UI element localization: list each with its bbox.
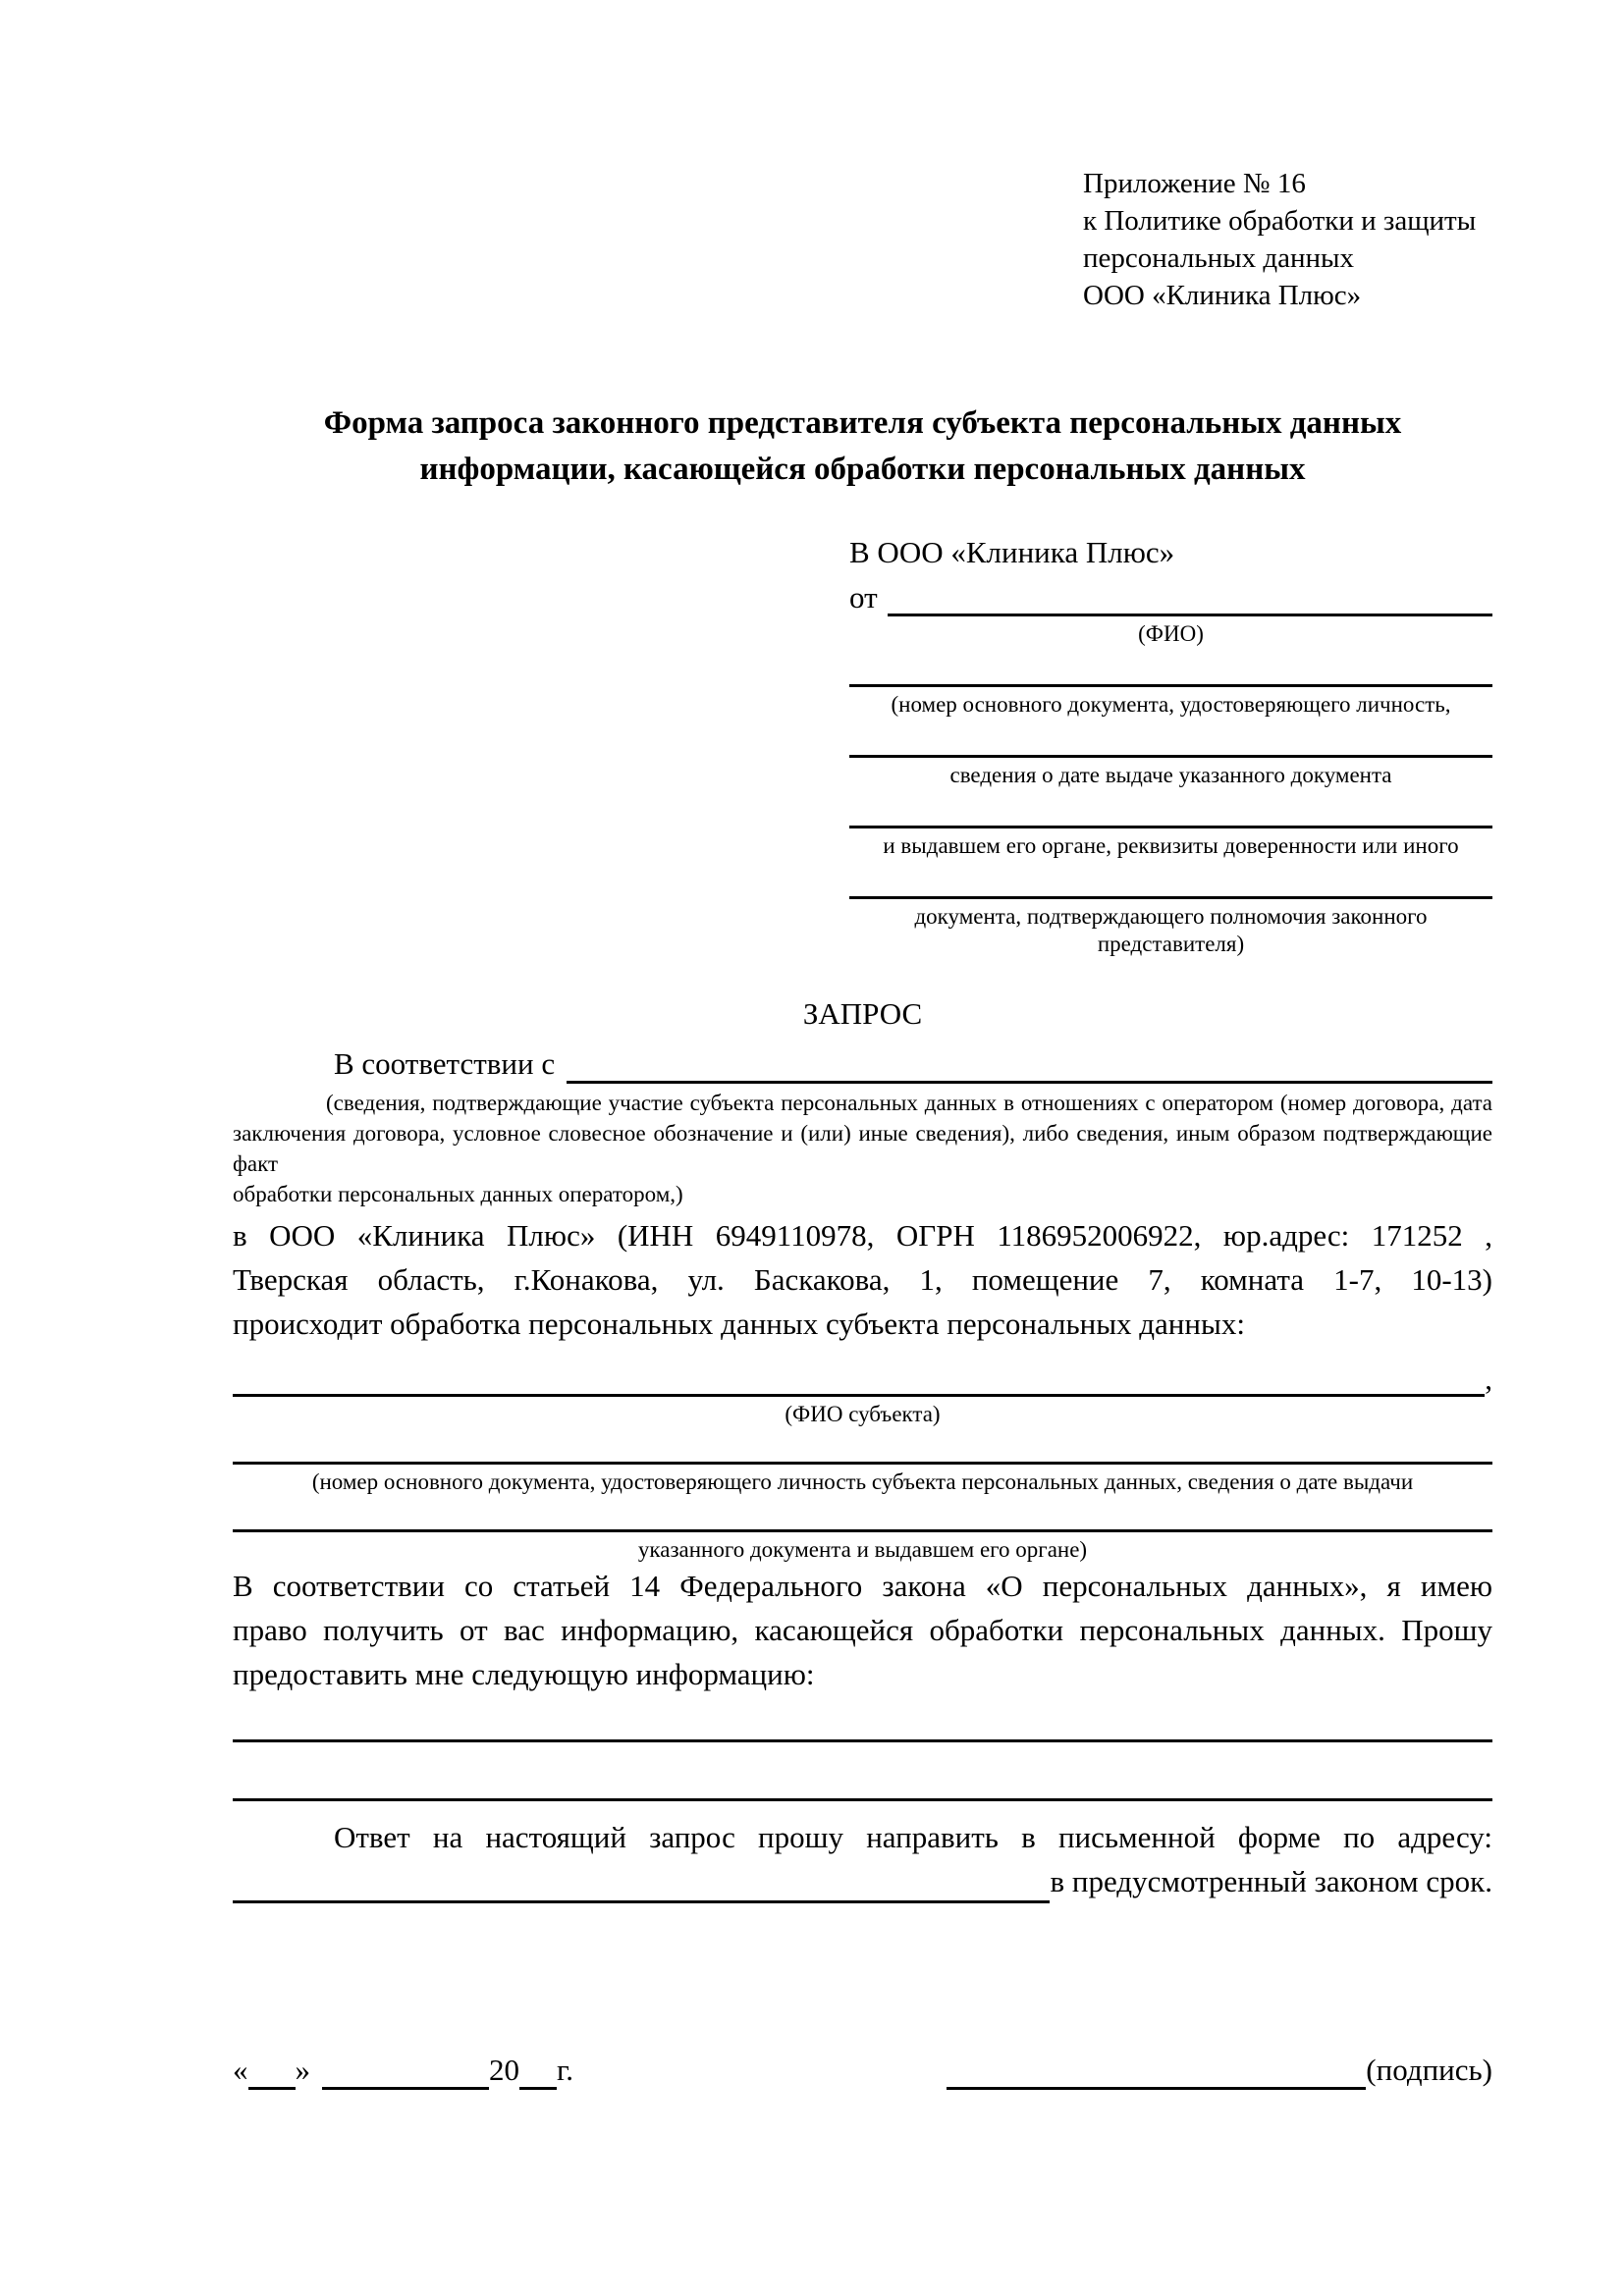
addressee-block xyxy=(849,534,1492,958)
answer-line1: Ответ на настоящий запрос прошу направить в письменной форме по адресу: xyxy=(334,1820,1492,1854)
info-blank-line2 xyxy=(233,1755,1492,1801)
accordance-row xyxy=(233,1044,1492,1084)
accordance-footnote xyxy=(233,1088,1492,1209)
law-line2: право получить от вас информацию, касающейся обработки персональных данных. Прошу xyxy=(233,1613,1492,1647)
operator-line2: Тверская область, г.Конакова, ул. Баскакова, 1, помещение 7, комната 1-7, 10-13) xyxy=(233,1262,1492,1297)
doc-number-blank-line xyxy=(849,648,1492,687)
doc-number-caption: (номер основного документа, удостоверяющего личность, xyxy=(891,692,1451,717)
footnote-line2: заключения договора, условное словесное обозначение и (или) иные сведения), либо сведения, иным образом подтверждающие факт xyxy=(233,1121,1492,1176)
from-label: от xyxy=(849,580,878,614)
signature-blank-line xyxy=(947,2079,1366,2090)
law-paragraph xyxy=(233,1564,1492,1696)
accordance-prefix: В соответствии с xyxy=(334,1046,556,1081)
answer-paragraph xyxy=(233,1815,1492,1903)
date-year-suffix: г. xyxy=(557,2053,573,2087)
subject-fio-blank-line xyxy=(233,1386,1485,1397)
subject-doc-caption2: указанного документа и выдавшем его органе) xyxy=(637,1537,1088,1562)
answer-address-row xyxy=(233,1859,1492,1903)
date-year-blank xyxy=(519,2079,557,2090)
footnote-line3: обработки персональных данных оператором,) xyxy=(233,1182,683,1206)
doc-issuer-blank-line xyxy=(849,789,1492,828)
appendix-policy-line2: персональных данных xyxy=(1083,242,1355,274)
law-line3: предоставить мне следующую информацию: xyxy=(233,1657,815,1691)
doc-authority-caption: документа, подтверждающего полномочия законного представителя) xyxy=(914,904,1428,956)
date-close-quote: » xyxy=(295,2053,310,2087)
info-blank-line1 xyxy=(233,1696,1492,1742)
appendix-number: Приложение № 16 xyxy=(1083,168,1306,199)
operator-line1: в ООО «Клиника Плюс» (ИНН 6949110978, ОГРН 1186952006922, юр.адрес: 171252 , xyxy=(233,1218,1492,1253)
fio-blank-line xyxy=(888,606,1492,616)
footer-row xyxy=(233,2051,1492,2090)
footnote-line1: (сведения, подтверждающие участие субъекта персональных данных в отношениях с оператором (номер договора, дата xyxy=(326,1091,1492,1115)
signature-group xyxy=(947,2051,1492,2090)
doc-issuer-caption: и выдавшем его органе, реквизиты доверенности или иного xyxy=(883,833,1459,858)
doc-issue-date-caption: сведения о дате выдаче указанного документа xyxy=(949,763,1392,787)
date-year-prefix: 20 xyxy=(489,2053,519,2087)
accordance-blank-line xyxy=(567,1073,1492,1084)
request-heading: ЗАПРОС xyxy=(802,996,923,1031)
fio-caption: (ФИО) xyxy=(1138,621,1204,646)
doc-issue-date-blank-line xyxy=(849,719,1492,758)
date-month-blank xyxy=(322,2079,489,2090)
page-title-line1: Форма запроса законного представителя субъекта персональных данных xyxy=(323,405,1402,441)
subject-doc-blank-line xyxy=(233,1428,1492,1465)
subject-doc-caption1: (номер основного документа, удостоверяющего личность субъекта персональных данных, сведения о дате выдачи xyxy=(311,1469,1414,1494)
subject-doc-blank-line2 xyxy=(233,1496,1492,1532)
from-row xyxy=(849,579,1492,616)
answer-tail-text: в предусмотренный законом срок. xyxy=(1050,1864,1492,1898)
law-line1: В соответствии со статьей 14 Федерального закона «О персональных данных», я имею xyxy=(233,1569,1492,1603)
subject-fio-comma: , xyxy=(1485,1362,1492,1396)
appendix-policy-line: к Политике обработки и защиты xyxy=(1083,205,1477,237)
date-open-quote: « xyxy=(233,2053,248,2087)
operator-line3: происходит обработка персональных данных субъекта персональных данных: xyxy=(233,1307,1245,1341)
appendix-org-name: ООО «Клиника Плюс» xyxy=(1083,280,1362,311)
operator-paragraph xyxy=(233,1213,1492,1346)
page-title xyxy=(233,400,1492,493)
signature-caption: (подпись) xyxy=(1366,2053,1492,2087)
subject-fio-row xyxy=(233,1362,1492,1397)
addressee-to: В ООО «Клиника Плюс» xyxy=(849,535,1175,569)
date-group xyxy=(233,2051,573,2090)
subject-fio-caption: (ФИО субъекта) xyxy=(785,1402,941,1426)
date-day-blank xyxy=(248,2079,296,2090)
doc-authority-blank-line xyxy=(849,860,1492,899)
appendix-header xyxy=(1083,165,1476,314)
answer-address-blank-line xyxy=(233,1893,1050,1903)
page-title-line2: информации, касающейся обработки персональных данных xyxy=(419,452,1306,487)
